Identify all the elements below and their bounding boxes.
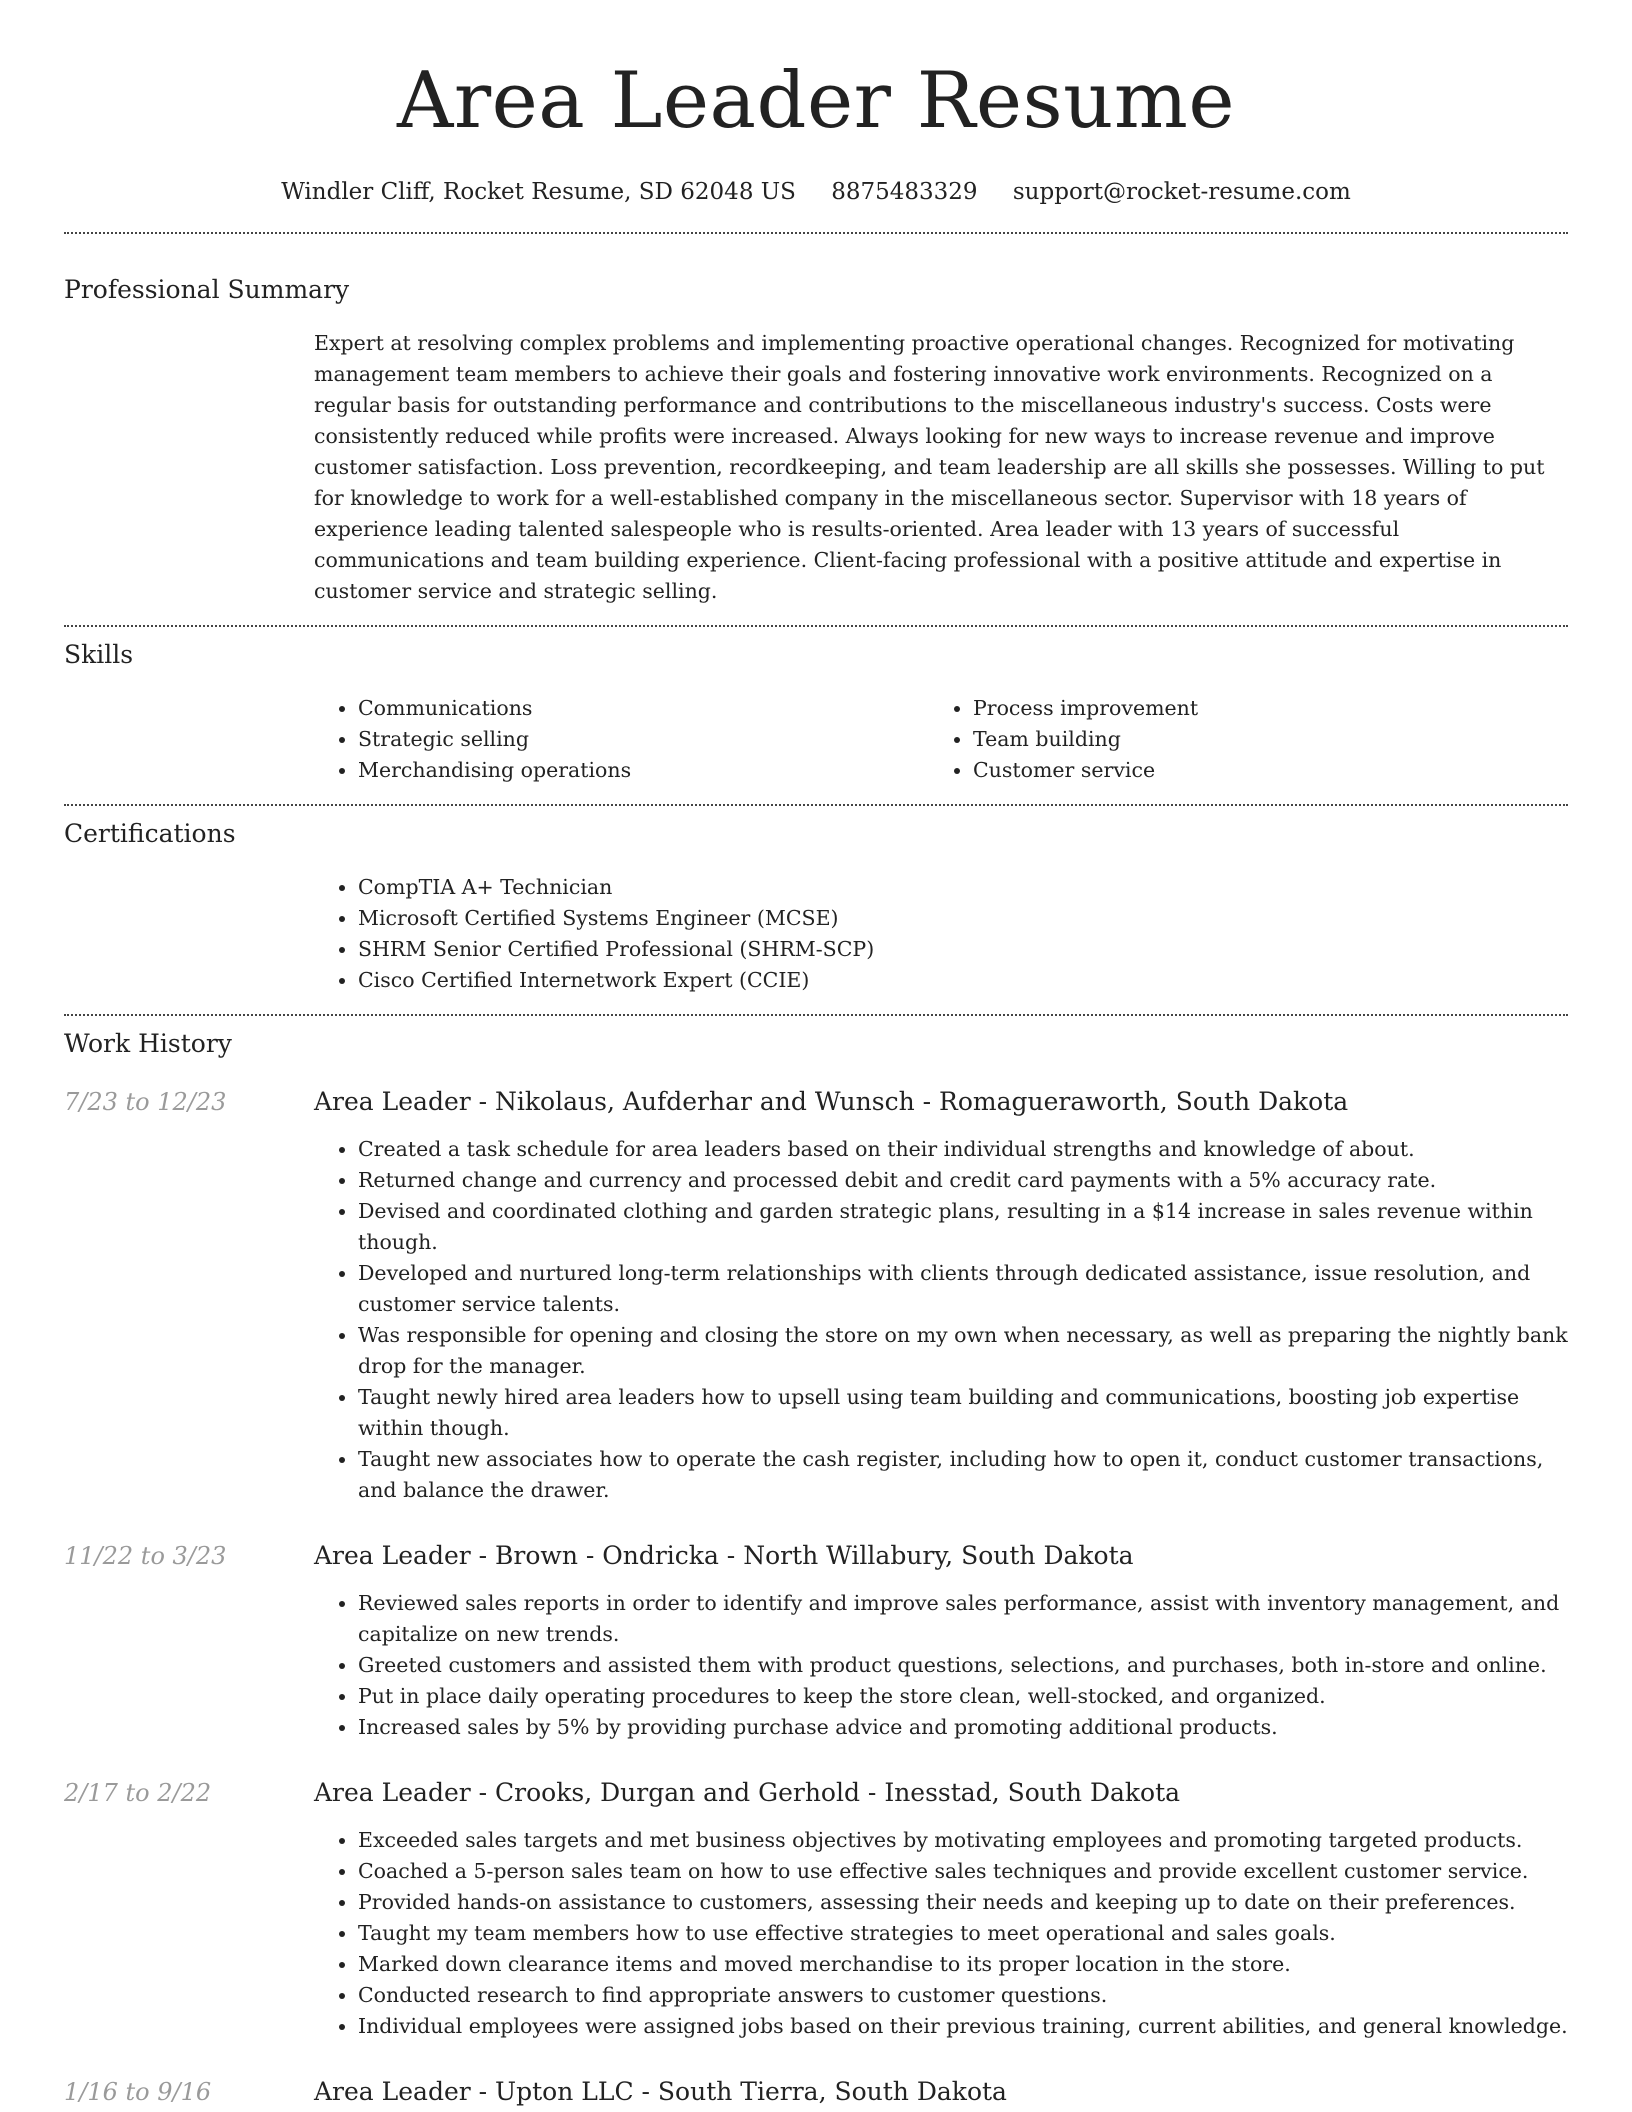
job-bullet: • Marked down clearance items and moved merchandise to its proper location in the store.: [358, 1949, 1568, 1980]
job-bullets: [314, 1825, 1568, 2042]
certification-item: • Microsoft Certified Systems Engineer (MCSE): [358, 903, 1568, 934]
job-bullets: [314, 1134, 1568, 1506]
resume-page: [64, 0, 1568, 2108]
skills-column-right: [929, 693, 1544, 786]
skill-item: • Team building: [973, 724, 1544, 755]
job-bullets: [314, 1588, 1568, 1743]
job-bullet: • Put in place daily operating procedures to keep the store clean, well-stocked, and organized.: [358, 1681, 1568, 1712]
certification-item: • CompTIA A+ Technician: [358, 872, 1568, 903]
section-heading-skills: Skills: [64, 640, 134, 669]
summary-text: Expert at resolving complex problems and implementing proactive operational changes. Recognized for motivating management team members to achieve their goals and fostering innovative work environments. Recognized on a regular basis for outstanding performance and contributions to the miscellaneous industry's success. Costs were consistently reduced while profits were increased. Always looking for new ways to increase revenue and improve customer satisfaction. Loss prevention, recordkeeping, and team leadership are all skills she possesses. Willing to put for knowledge to work for a well-established company in the miscellaneous sector. Supervisor with 18 years of experience leading talented salespeople who is results-oriented. Area leader with 13 years of successful communications and team building experience. Client-facing professional with a positive attitude and expertise in customer service and strategic selling.: [314, 331, 1545, 603]
resume-title: Area Leader Resume: [397, 56, 1235, 146]
skill-item: • Merchandising operations: [358, 755, 929, 786]
divider: [64, 625, 1568, 627]
job-dates: 11/22 to 3/23: [64, 1542, 227, 1570]
certification-item: • SHRM Senior Certified Professional (SHRM-SCP): [358, 934, 1568, 965]
job-dates: 1/16 to 9/16: [64, 2078, 212, 2106]
job-bullet: • Taught new associates how to operate the cash register, including how to open it, conduct customer transactions, and balance the drawer.: [358, 1444, 1568, 1506]
certification-item: • Cisco Certified Internetwork Expert (CCIE): [358, 965, 1568, 996]
job-dates: 7/23 to 12/23: [64, 1088, 227, 1116]
certifications-block: [314, 872, 1568, 996]
section-heading-work-history: Work History: [64, 1029, 232, 1058]
job-bullet: • Created a task schedule for area leaders based on their individual strengths and knowledge of about.: [358, 1134, 1568, 1165]
job-bullet: • Developed and nurtured long-term relationships with clients through dedicated assistance, issue resolution, and customer service talents.: [358, 1258, 1568, 1320]
section-heading-summary: Professional Summary: [64, 275, 350, 304]
job-entry: [64, 1540, 1568, 1743]
skill-item: • Process improvement: [973, 693, 1544, 724]
skill-item: • Strategic selling: [358, 724, 929, 755]
skills-grid: [314, 693, 1568, 786]
job-bullet: • Conducted research to find appropriate answers to customer questions.: [358, 1980, 1568, 2011]
summary-block: [314, 328, 1568, 607]
job-bullet: • Individual employees were assigned jobs based on their previous training, current abilities, and general knowledge.: [358, 2011, 1568, 2042]
job-bullet: • Returned change and currency and processed debit and credit card payments with a 5% accuracy rate.: [358, 1165, 1568, 1196]
job-title: Area Leader - Brown - Ondricka - North Willabury, South Dakota: [314, 1541, 1134, 1570]
divider: [64, 1014, 1568, 1016]
job-dates: 2/17 to 2/22: [64, 1779, 212, 1807]
skill-item: • Customer service: [973, 755, 1544, 786]
job-bullet: • Greeted customers and assisted them with product questions, selections, and purchases, both in-store and online.: [358, 1650, 1568, 1681]
skills-column-left: [314, 693, 929, 786]
divider: [64, 232, 1568, 234]
job-entry: [64, 2076, 1568, 2108]
job-entry: [64, 1777, 1568, 2042]
contact-email: support@rocket-resume.com: [1012, 179, 1351, 205]
job-bullet: • Provided hands-on assistance to customers, assessing their needs and keeping up to date on their preferences.: [358, 1887, 1568, 1918]
job-bullet: • Reviewed sales reports in order to identify and improve sales performance, assist with inventory management, and capitalize on new trends.: [358, 1588, 1568, 1650]
job-bullet: • Coached a 5-person sales team on how to use effective sales techniques and provide excellent customer service.: [358, 1856, 1568, 1887]
section-heading-certifications: Certifications: [64, 819, 236, 848]
contact-info: [64, 176, 1568, 208]
job-bullet: • Taught my team members how to use effective strategies to meet operational and sales goals.: [358, 1918, 1568, 1949]
contact-phone: 8875483329: [831, 179, 978, 205]
job-bullet: • Taught newly hired area leaders how to upsell using team building and communications, boosting job expertise within though.: [358, 1382, 1568, 1444]
skill-item: • Communications: [358, 693, 929, 724]
job-bullet: • Increased sales by 5% by providing purchase advice and promoting additional products.: [358, 1712, 1568, 1743]
job-title: Area Leader - Crooks, Durgan and Gerhold - Inesstad, South Dakota: [314, 1778, 1181, 1807]
job-title: Area Leader - Nikolaus, Aufderhar and Wunsch - Romagueraworth, South Dakota: [314, 1087, 1349, 1116]
job-bullet: • Exceeded sales targets and met business objectives by motivating employees and promoting targeted products.: [358, 1825, 1568, 1856]
divider: [64, 804, 1568, 806]
contact-address: Windler Cliff, Rocket Resume, SD 62048 US: [281, 179, 796, 205]
job-bullet: • Devised and coordinated clothing and garden strategic plans, resulting in a $14 increase in sales revenue within though.: [358, 1196, 1568, 1258]
job-bullet: • Was responsible for opening and closing the store on my own when necessary, as well as preparing the nightly bank drop for the manager.: [358, 1320, 1568, 1382]
job-title: Area Leader - Upton LLC - South Tierra, South Dakota: [314, 2077, 1007, 2106]
job-entry: [64, 1086, 1568, 1506]
